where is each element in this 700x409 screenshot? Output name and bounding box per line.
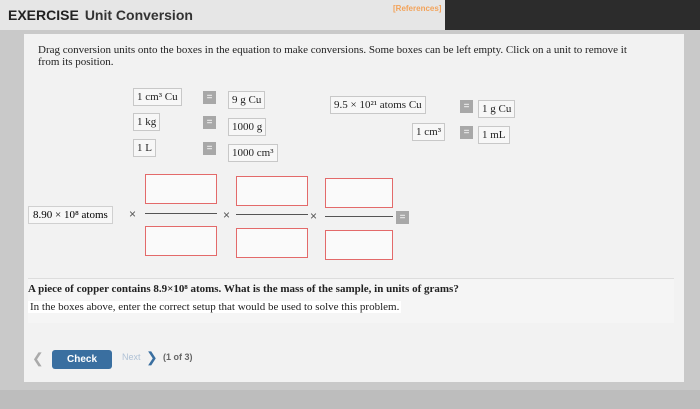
times-sign: × bbox=[129, 207, 137, 221]
denominator-box-2[interactable] bbox=[236, 228, 308, 258]
equals-sign: = bbox=[460, 100, 473, 113]
unit-tile-9g-cu[interactable]: 9 g Cu bbox=[228, 91, 265, 109]
page-title bbox=[8, 7, 193, 23]
denominator-box-1[interactable] bbox=[145, 226, 217, 256]
fraction-line bbox=[236, 214, 308, 215]
numerator-box-2[interactable] bbox=[236, 176, 308, 206]
exercise-panel bbox=[24, 34, 684, 382]
numerator-box-3[interactable] bbox=[325, 178, 393, 208]
top-bar-dark-region bbox=[445, 0, 700, 30]
equals-sign: = bbox=[203, 91, 216, 104]
unit-tile-1ml[interactable]: 1 mL bbox=[478, 126, 510, 144]
equals-sign: = bbox=[203, 142, 216, 155]
unit-tile-1g-cu[interactable]: 1 g Cu bbox=[478, 100, 515, 118]
numerator-box-1[interactable] bbox=[145, 174, 217, 204]
next-button[interactable]: Next bbox=[122, 352, 141, 362]
times-sign: × bbox=[310, 209, 318, 223]
check-button[interactable]: Check bbox=[52, 350, 112, 369]
unit-tile-atoms-cu[interactable]: 9.5 × 10²¹ atoms Cu bbox=[330, 96, 426, 114]
unit-tile-1000cm3[interactable]: 1000 cm³ bbox=[228, 144, 278, 162]
result-equals-sign: = bbox=[396, 211, 409, 224]
back-arrow-icon[interactable]: ❮ bbox=[32, 350, 44, 366]
starting-quantity: 8.90 × 10⁸ atoms bbox=[28, 206, 113, 224]
references-link[interactable]: [References] bbox=[393, 4, 442, 13]
denominator-box-3[interactable] bbox=[325, 230, 393, 260]
next-arrow-icon[interactable]: ❯ bbox=[146, 351, 158, 366]
exercise-label: EXERCISE bbox=[8, 7, 79, 23]
question-subtext: In the boxes above, enter the correct setup that would be used to solve this problem. bbox=[30, 301, 400, 313]
unit-tile-1l[interactable]: 1 L bbox=[133, 139, 156, 157]
fraction-line bbox=[145, 213, 217, 214]
equals-sign: = bbox=[203, 116, 216, 129]
equals-sign: = bbox=[460, 126, 473, 139]
bottom-bar bbox=[0, 390, 700, 409]
unit-tile-1kg[interactable]: 1 kg bbox=[133, 113, 160, 131]
times-sign: × bbox=[223, 208, 231, 222]
unit-tile-1cm3[interactable]: 1 cm³ bbox=[412, 123, 445, 141]
fraction-line bbox=[325, 216, 393, 217]
question-text: A piece of copper contains 8.9×10⁸ atoms. What is the mass of the sample, in units of grams? bbox=[28, 283, 459, 295]
unit-tile-1000g[interactable]: 1000 g bbox=[228, 118, 266, 136]
title-text: Unit Conversion bbox=[84, 7, 193, 23]
instructions-text: Drag conversion units onto the boxes in the equation to make conversions. Some boxes can be left empty. Click on a unit to remove it from its position. bbox=[38, 44, 627, 68]
page-counter: (1 of 3) bbox=[163, 352, 193, 362]
unit-tile-cm3-cu[interactable]: 1 cm³ Cu bbox=[133, 88, 182, 106]
